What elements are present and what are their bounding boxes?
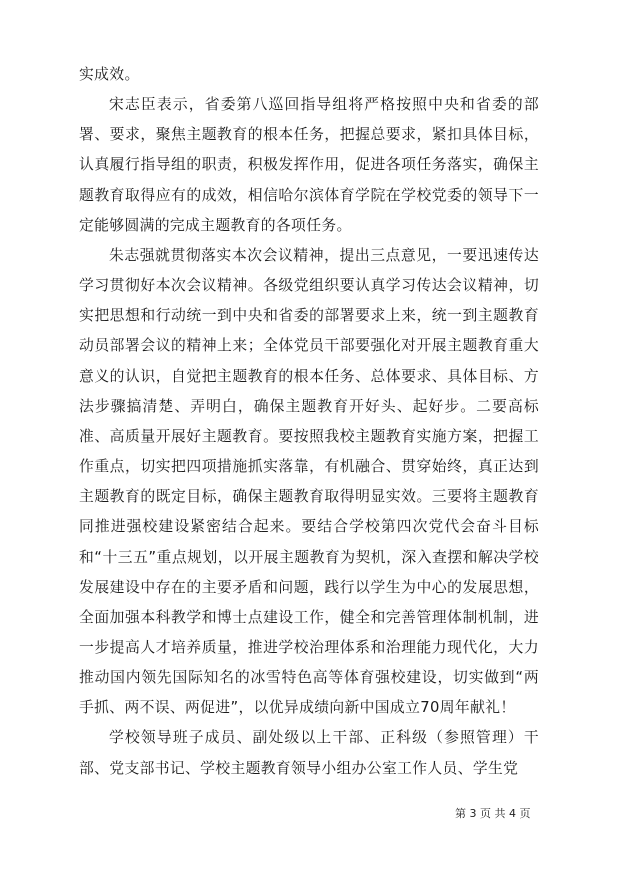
page-number-footer: 第 3 页 共 4 页: [455, 807, 531, 820]
paragraph-attendees: 学校领导班子成员、副处级以上干部、正科级（参照管理）干部、党支部书记、学校主题教育领导小组办公室工作人员、学生党: [79, 729, 539, 777]
document-body: [79, 60, 539, 784]
paragraph-continuation: 实成效。: [79, 66, 140, 83]
paragraph-zhu-zhiqiang-opinions: 朱志强就贯彻落实本次会议精神，提出三点意见，一要迅速传达学习贯彻好本次会议精神。各级党组织要认真学习传达会议精神，切实把思想和行动统一到中央和省委的部署要求上来，统一到主题教育动员部署会议的精神上来；全体党员干部要强化对开展主题教育重大意义的认识，自觉把主题教育的根本任务、总体要求、具体目标、方法步骤搞清楚、弄明白，确保主题教育开好头、起好步。二要高标准、高质量开展好主题教育。要按照我校主题教育实施方案，把握工作重点，切实把四项措施抓实落靠，有机融合、贯穿始终，真正达到主题教育的既定目标，确保主题教育取得明显实效。三要将主题教育同推进强校建设紧密结合起来。要结合学校第四次党代会奋斗目标和“十三五”重点规划，以开展主题教育为契机，深入查摆和解决学校发展建设中存在的主要矛盾和问题，践行以学生为中心的发展思想，全面加强本科教学和博士点建设工作，健全和完善管理体制机制，进一步提高人才培养质量，推进学校治理体系和治理能力现代化，大力推动国内领先国际知名的冰雪特色高等体育强校建设，切实做到“两手抓、两不误、两促进”，以优异成绩向新中国成立70周年献礼！: [79, 246, 539, 717]
paragraph-song-zhichen-remarks: 宋志臣表示，省委第八巡回指导组将严格按照中央和省委的部署、要求，聚焦主题教育的根本任务，把握总要求，紧扣具体目标，认真履行指导组的职责，积极发挥作用，促进各项任务落实，确保主题教育取得应有的成效，相信哈尔滨体育学院在学校党委的领导下一定能够圆满的完成主题教育的各项任务。: [79, 96, 539, 234]
